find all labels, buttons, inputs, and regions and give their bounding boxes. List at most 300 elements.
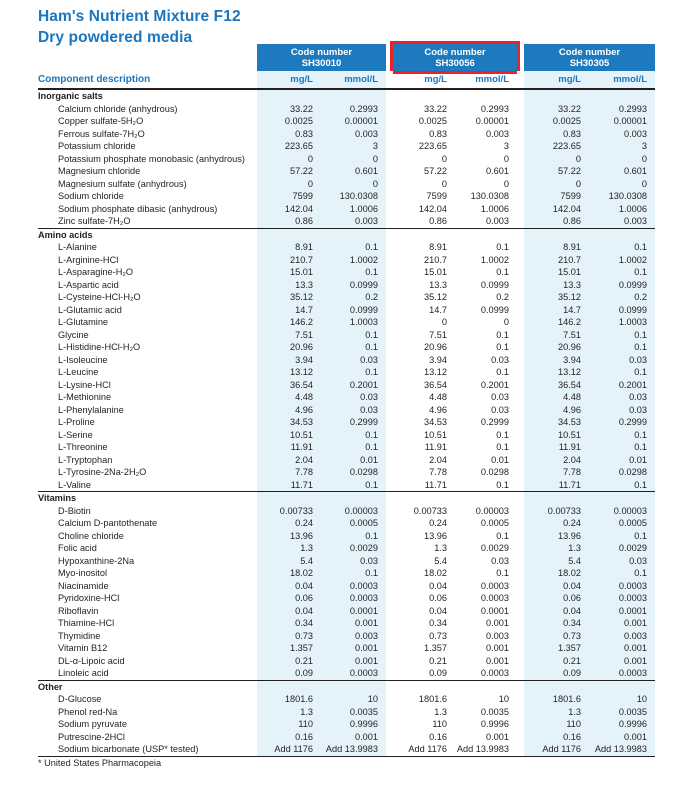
section-header-row <box>38 90 655 103</box>
column-gap <box>517 681 524 694</box>
value-cell: 146.2 <box>257 316 321 329</box>
code-header-sh30010 <box>257 44 386 71</box>
value-cell: 0.2001 <box>321 379 386 392</box>
value-cell: 0.86 <box>257 215 321 228</box>
value-cell: 0 <box>441 153 447 164</box>
value-cell: 0.00003 <box>475 505 509 516</box>
value-cell: 0.003 <box>321 630 386 643</box>
table-row <box>38 103 655 116</box>
code-number: SH30056 <box>435 57 475 69</box>
component-name: Phenol red-Na <box>58 706 118 717</box>
value-cell <box>321 229 386 242</box>
value-cell: 1.0002 <box>589 254 655 267</box>
column-gap <box>517 718 524 731</box>
column-gap <box>517 517 524 530</box>
column-gap <box>386 304 393 317</box>
value-cell <box>257 229 321 242</box>
column-gap <box>386 617 393 630</box>
value-cell: 1801.6 <box>524 693 589 706</box>
value-cell: 11.91 <box>524 441 589 454</box>
value-cell: 0.601 <box>321 165 386 178</box>
value-cell: 1.0002 <box>480 254 509 265</box>
value-cell: 0.0999 <box>480 304 509 315</box>
value-cell: 0.09 <box>524 667 589 680</box>
table-row <box>38 291 655 304</box>
table-row <box>38 667 655 680</box>
value-cell: 0 <box>441 317 447 327</box>
value-cell: 0.003 <box>589 128 655 141</box>
value-cell: 0.001 <box>589 617 655 630</box>
value-cell: 10 <box>498 694 509 704</box>
value-cell: 7.51 <box>524 329 589 342</box>
table-row <box>38 706 655 719</box>
value-cell: 0.2001 <box>589 379 655 392</box>
value-cell: 0.2 <box>321 291 386 304</box>
value-cell: 0.001 <box>321 731 386 744</box>
column-gap <box>386 140 393 153</box>
component-name: Copper sulfate-5H₂O <box>58 116 144 126</box>
column-gap <box>517 466 524 479</box>
table-row <box>38 542 655 555</box>
value-cell: 0.0001 <box>480 605 509 616</box>
value-cell: 0.03 <box>321 555 386 568</box>
value-cell <box>524 229 589 242</box>
title-line-1: Ham's Nutrient Mixture F12 <box>38 8 241 25</box>
value-cell: 0.03 <box>321 354 386 367</box>
column-gap <box>386 466 393 479</box>
value-cell: 0.1 <box>496 342 509 352</box>
column-gap <box>386 693 393 706</box>
value-cell: 7599 <box>426 191 447 201</box>
value-cell: 0.0003 <box>480 580 509 591</box>
column-gap <box>517 178 524 191</box>
component-name: Thymidine <box>58 630 101 641</box>
column-gap <box>517 492 524 505</box>
value-cell: 0.0005 <box>589 517 655 530</box>
value-cell: 0.2 <box>496 292 509 302</box>
value-cell: 7.78 <box>429 467 447 477</box>
value-cell: 10.51 <box>424 429 447 440</box>
column-gap <box>386 266 393 279</box>
table-row <box>38 404 655 417</box>
table-row <box>38 379 655 392</box>
value-cell: 0.03 <box>491 354 509 365</box>
value-cell: 0.01 <box>321 454 386 467</box>
value-cell: 0.03 <box>491 555 509 566</box>
value-cell: 210.7 <box>524 254 589 267</box>
table-row <box>38 178 655 191</box>
value-cell: 35.12 <box>424 292 447 302</box>
value-cell: 223.65 <box>257 140 321 153</box>
value-cell: 0.21 <box>257 655 321 668</box>
value-cell: 3.94 <box>429 354 447 365</box>
unit-header: mg/L <box>257 71 321 89</box>
value-cell <box>589 90 655 103</box>
component-name: Putrescine-2HCl <box>58 731 125 742</box>
value-cell: 0.1 <box>589 329 655 342</box>
column-gap <box>386 128 393 141</box>
column-gap <box>386 241 393 254</box>
value-cell: 0.00001 <box>475 116 509 126</box>
value-cell: 0.0001 <box>321 605 386 618</box>
value-cell: 0.0003 <box>589 592 655 605</box>
value-cell: 0.0003 <box>589 580 655 593</box>
value-cell: 0 <box>589 178 655 191</box>
value-cell: 0.001 <box>321 617 386 630</box>
value-cell: 7.78 <box>524 466 589 479</box>
value-cell: 0 <box>503 178 509 189</box>
table-row <box>38 555 655 568</box>
column-gap <box>517 642 524 655</box>
value-cell: 0 <box>503 317 509 327</box>
value-cell: 0.0029 <box>589 542 655 555</box>
column-gap <box>517 341 524 354</box>
value-cell: 3 <box>503 141 509 151</box>
value-cell: 0.00733 <box>524 505 589 518</box>
value-cell: 0.04 <box>257 580 321 593</box>
value-cell: 1.3 <box>524 542 589 555</box>
column-gap <box>386 731 393 744</box>
value-cell: 0.1 <box>496 479 509 490</box>
value-cell: 223.65 <box>418 141 447 151</box>
value-cell: 0.03 <box>589 404 655 417</box>
value-cell: 0.06 <box>257 592 321 605</box>
value-cell: 0.00001 <box>321 115 386 128</box>
table-row <box>38 466 655 479</box>
column-gap <box>386 190 393 203</box>
value-cell: 0.03 <box>589 354 655 367</box>
value-cell: 34.53 <box>257 416 321 429</box>
unit-header: mmol/L <box>321 71 386 89</box>
value-cell: 0.00003 <box>589 505 655 518</box>
footnote: * United States Pharmacopeia <box>38 758 162 768</box>
table-row <box>38 454 655 467</box>
value-cell: 10 <box>321 693 386 706</box>
value-cell: 210.7 <box>257 254 321 267</box>
column-gap <box>386 642 393 655</box>
value-cell: 0 <box>589 153 655 166</box>
value-cell: 0.0035 <box>589 706 655 719</box>
value-cell: 0.1 <box>589 567 655 580</box>
column-gap <box>517 542 524 555</box>
value-cell: 1.357 <box>424 643 447 653</box>
column-gap <box>517 165 524 178</box>
table-row <box>38 605 655 618</box>
section-name: Other <box>38 681 63 692</box>
value-cell: 0.0999 <box>321 304 386 317</box>
value-cell: 1801.6 <box>418 694 447 704</box>
table-row <box>38 642 655 655</box>
code-header-sh30305 <box>524 44 655 71</box>
value-cell: 10 <box>589 693 655 706</box>
table-row <box>38 592 655 605</box>
value-cell: 3.94 <box>257 354 321 367</box>
component-name: L-Tyrosine-2Na-2H₂O <box>58 467 147 477</box>
component-name: L-Methionine <box>58 392 112 402</box>
component-name: L-Glutamine <box>58 317 109 327</box>
column-gap <box>517 128 524 141</box>
value-cell: 0.001 <box>589 642 655 655</box>
column-gap <box>386 115 393 128</box>
value-cell: 57.22 <box>257 165 321 178</box>
value-cell: 0.9996 <box>480 719 509 729</box>
value-cell: 20.96 <box>257 341 321 354</box>
value-cell: 0.2993 <box>321 103 386 116</box>
component-name: Niacinamide <box>58 580 109 591</box>
value-cell: 110 <box>257 718 321 731</box>
value-cell: 0.04 <box>429 605 447 616</box>
column-gap <box>386 492 393 505</box>
column-gap <box>386 291 393 304</box>
value-cell: 0.34 <box>524 617 589 630</box>
value-cell: 1.0006 <box>321 203 386 216</box>
column-gap <box>386 681 393 694</box>
table-row <box>38 416 655 429</box>
value-cell: 1.0003 <box>321 316 386 329</box>
value-cell <box>524 492 589 505</box>
table-row <box>38 190 655 203</box>
value-cell: 0.03 <box>491 404 509 415</box>
value-cell: 0.9996 <box>589 718 655 731</box>
value-cell: 0.0999 <box>480 279 509 290</box>
value-cell: 13.3 <box>257 279 321 292</box>
column-gap <box>517 630 524 643</box>
value-cell: 4.96 <box>429 404 447 415</box>
value-cell: 7599 <box>257 190 321 203</box>
value-cell: 4.48 <box>257 391 321 404</box>
value-cell: 35.12 <box>257 291 321 304</box>
column-gap <box>386 517 393 530</box>
component-name: Potassium phosphate monobasic (anhydrous) <box>58 153 245 164</box>
value-cell: 0.34 <box>257 617 321 630</box>
value-cell: 3 <box>589 140 655 153</box>
value-cell: 0.0025 <box>257 115 321 128</box>
value-cell: 0.83 <box>429 128 447 139</box>
column-gap <box>386 90 393 103</box>
value-cell: 0.2999 <box>589 416 655 429</box>
table-row <box>38 341 655 354</box>
value-cell: 0.0003 <box>480 668 509 678</box>
value-cell: 10.51 <box>257 429 321 442</box>
component-name: Myo-inositol <box>58 568 108 578</box>
value-cell: 0.001 <box>486 655 509 666</box>
value-cell: 0.24 <box>524 517 589 530</box>
value-cell <box>393 492 455 505</box>
value-cell: 0.1 <box>589 429 655 442</box>
unit-header-row <box>38 71 655 88</box>
value-cell: 0.04 <box>524 580 589 593</box>
value-cell: 0.2999 <box>321 416 386 429</box>
code-number: SH30010 <box>301 57 342 69</box>
component-name: Sodium bicarbonate (USP* tested) <box>58 744 199 754</box>
value-cell: 14.7 <box>257 304 321 317</box>
value-cell <box>257 681 321 694</box>
value-cell: 0.0298 <box>589 466 655 479</box>
value-cell: 15.01 <box>524 266 589 279</box>
value-cell: 36.54 <box>524 379 589 392</box>
component-name: DL-α-Lipoic acid <box>58 655 125 666</box>
component-name: Linoleic acid <box>58 668 109 678</box>
column-gap <box>386 743 393 756</box>
value-cell: 0.0003 <box>321 667 386 680</box>
component-name: L-Aspartic acid <box>58 279 119 290</box>
column-gap <box>517 103 524 116</box>
value-cell: Add 1176 <box>257 743 321 756</box>
value-cell: 57.22 <box>524 165 589 178</box>
component-name: Sodium chloride <box>58 191 124 201</box>
column-gap <box>386 706 393 719</box>
column-gap <box>386 505 393 518</box>
value-cell: 0.1 <box>589 479 655 492</box>
value-cell: 0.601 <box>589 165 655 178</box>
value-cell: 0.1 <box>496 367 509 377</box>
column-gap <box>517 567 524 580</box>
value-cell: 7.51 <box>429 329 447 340</box>
value-cell: 11.71 <box>257 479 321 492</box>
value-cell: 0.0003 <box>480 593 509 603</box>
component-name: L-Arginine-HCl <box>58 254 119 265</box>
column-gap <box>386 254 393 267</box>
table-row <box>38 718 655 731</box>
code-header-label: Code number <box>558 46 621 58</box>
component-name: L-Tryptophan <box>58 454 113 465</box>
value-cell: 146.2 <box>524 316 589 329</box>
column-gap <box>517 391 524 404</box>
value-cell: 2.04 <box>524 454 589 467</box>
column-gap <box>517 454 524 467</box>
column-gap <box>517 605 524 618</box>
value-cell: 1.357 <box>257 642 321 655</box>
value-cell: 0.2001 <box>480 379 509 390</box>
value-cell: 0.09 <box>429 668 447 678</box>
component-name: L-Glutamic acid <box>58 304 122 315</box>
column-gap <box>517 479 524 492</box>
column-gap <box>386 71 393 89</box>
component-name: Thiamine-HCl <box>58 618 115 628</box>
column-gap <box>517 71 524 89</box>
table-row <box>38 580 655 593</box>
value-cell: 142.04 <box>418 203 447 214</box>
value-cell: 1.3 <box>257 706 321 719</box>
value-cell: 15.01 <box>257 266 321 279</box>
table-row <box>38 140 655 153</box>
component-name: Riboflavin <box>58 605 99 616</box>
value-cell: 0.1 <box>589 366 655 379</box>
component-name: L-Cysteine-HCl-H₂O <box>58 292 141 302</box>
value-cell: 34.53 <box>424 417 447 427</box>
table-row <box>38 517 655 530</box>
value-cell: 11.71 <box>524 479 589 492</box>
table-row <box>38 530 655 543</box>
code-header-row <box>38 44 655 71</box>
value-cell: 1801.6 <box>257 693 321 706</box>
value-cell: 0.03 <box>321 391 386 404</box>
value-cell: 4.96 <box>524 404 589 417</box>
value-cell: 1.0006 <box>480 203 509 214</box>
value-cell: 0.03 <box>491 392 509 402</box>
value-cell: 0.003 <box>589 630 655 643</box>
column-gap <box>517 190 524 203</box>
value-cell: 0.0029 <box>321 542 386 555</box>
column-gap <box>386 103 393 116</box>
value-cell: 1.3 <box>524 706 589 719</box>
value-cell: 0.1 <box>589 530 655 543</box>
value-cell: 11.71 <box>424 479 447 490</box>
value-cell: 0.83 <box>257 128 321 141</box>
component-name: D-Biotin <box>58 505 91 516</box>
value-cell: 1.3 <box>257 542 321 555</box>
value-cell: 18.02 <box>424 568 447 578</box>
value-cell: 0.0298 <box>480 467 509 477</box>
value-cell: 18.02 <box>257 567 321 580</box>
column-gap <box>517 229 524 242</box>
table-body <box>38 90 655 757</box>
value-cell: 210.7 <box>424 254 447 265</box>
component-name: L-Phenylalanine <box>58 404 124 415</box>
code-header-label: Code number <box>290 46 353 58</box>
code-header-sh30056-highlighted <box>393 44 517 71</box>
component-name: L-Serine <box>58 429 93 440</box>
value-cell: 20.96 <box>424 342 447 352</box>
value-cell: 0.01 <box>491 454 509 465</box>
column-gap <box>517 655 524 668</box>
value-cell: 0.601 <box>486 166 509 176</box>
value-cell: 1.0003 <box>589 316 655 329</box>
value-cell: 15.01 <box>424 267 447 277</box>
value-cell: 0.0025 <box>524 115 589 128</box>
column-gap <box>386 215 393 228</box>
column-gap <box>386 178 393 191</box>
component-name: Hypoxanthine-2Na <box>58 555 135 566</box>
value-cell: 142.04 <box>524 203 589 216</box>
value-cell: 8.91 <box>524 241 589 254</box>
table-row <box>38 630 655 643</box>
component-name: Choline chloride <box>58 530 124 541</box>
value-cell: 0.73 <box>257 630 321 643</box>
column-gap <box>386 229 393 242</box>
column-gap <box>517 379 524 392</box>
value-cell: 4.48 <box>429 392 447 402</box>
value-cell: 2.04 <box>257 454 321 467</box>
value-cell: 2.04 <box>429 454 447 465</box>
value-cell: 130.0308 <box>321 190 386 203</box>
value-cell: 0.03 <box>589 555 655 568</box>
value-cell: 11.91 <box>257 441 321 454</box>
column-gap <box>517 329 524 342</box>
value-cell: Add 13.9983 <box>456 744 509 754</box>
component-name: Sodium pyruvate <box>58 719 127 729</box>
value-cell: 0.003 <box>321 215 386 228</box>
value-cell: 1.0006 <box>589 203 655 216</box>
value-cell: 14.7 <box>524 304 589 317</box>
column-gap <box>517 354 524 367</box>
value-cell: 36.54 <box>424 379 447 390</box>
column-gap <box>517 530 524 543</box>
column-gap <box>517 90 524 103</box>
value-cell: 0.1 <box>321 266 386 279</box>
value-cell <box>589 492 655 505</box>
value-cell: 0.1 <box>321 341 386 354</box>
value-cell <box>455 229 517 242</box>
column-gap <box>517 254 524 267</box>
column-gap <box>517 279 524 292</box>
value-cell: 0 <box>257 153 321 166</box>
component-description-header: Component description <box>38 74 151 85</box>
value-cell: 0.09 <box>257 667 321 680</box>
value-cell: 0.1 <box>496 429 509 440</box>
table-row <box>38 115 655 128</box>
table-row <box>38 731 655 744</box>
